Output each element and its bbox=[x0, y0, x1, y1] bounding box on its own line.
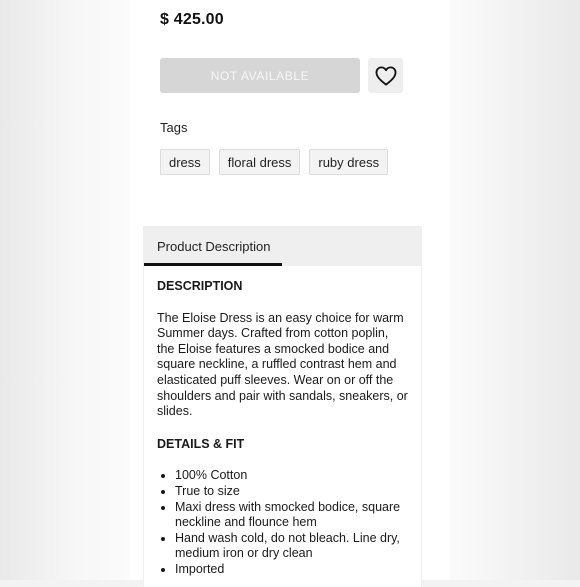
page-background-left bbox=[0, 0, 130, 580]
description-heading: DESCRIPTION bbox=[157, 279, 243, 293]
list-item: • True to size bbox=[175, 484, 408, 500]
tag-floral-dress[interactable]: floral dress bbox=[219, 149, 301, 175]
tab-bar bbox=[144, 227, 421, 266]
list-item: • Maxi dress with smocked bodice, square neckline and flounce hem bbox=[175, 500, 408, 531]
list-item: • Imported bbox=[175, 562, 408, 578]
list-item: • 100% Cotton bbox=[175, 468, 408, 484]
description-text: The Eloise Dress is an easy choice for warm Summer days. Crafted from cotton poplin, the Eloise features a smocked bodice and square neckline, a ruffled contrast hem and elasticated puff sleeves. Wear on or off the shoulders and pair with sandals, sneakers, or slides. bbox=[157, 310, 408, 419]
details-heading: DETAILS & FIT bbox=[157, 436, 245, 451]
heart-icon bbox=[375, 66, 397, 86]
tags-label: Tags bbox=[160, 120, 188, 135]
product-price: $ 425.00 bbox=[160, 11, 224, 28]
details-list bbox=[157, 468, 408, 577]
wishlist-button[interactable] bbox=[368, 58, 403, 93]
tag-ruby-dress[interactable]: ruby dress bbox=[309, 149, 388, 175]
tag-list bbox=[160, 149, 388, 175]
active-tab-indicator bbox=[144, 263, 282, 266]
page-background-right bbox=[450, 0, 580, 580]
tab-product-description[interactable] bbox=[144, 227, 282, 266]
list-item: • Hand wash cold, do not bleach. Line dry, medium iron or dry clean bbox=[175, 531, 408, 562]
tag-dress[interactable]: dress bbox=[160, 149, 210, 175]
not-available-button[interactable]: NOT AVAILABLE bbox=[160, 58, 360, 93]
tab-label: Product Description bbox=[157, 239, 271, 254]
product-description-accordion bbox=[143, 226, 422, 587]
tab-content bbox=[144, 266, 421, 578]
